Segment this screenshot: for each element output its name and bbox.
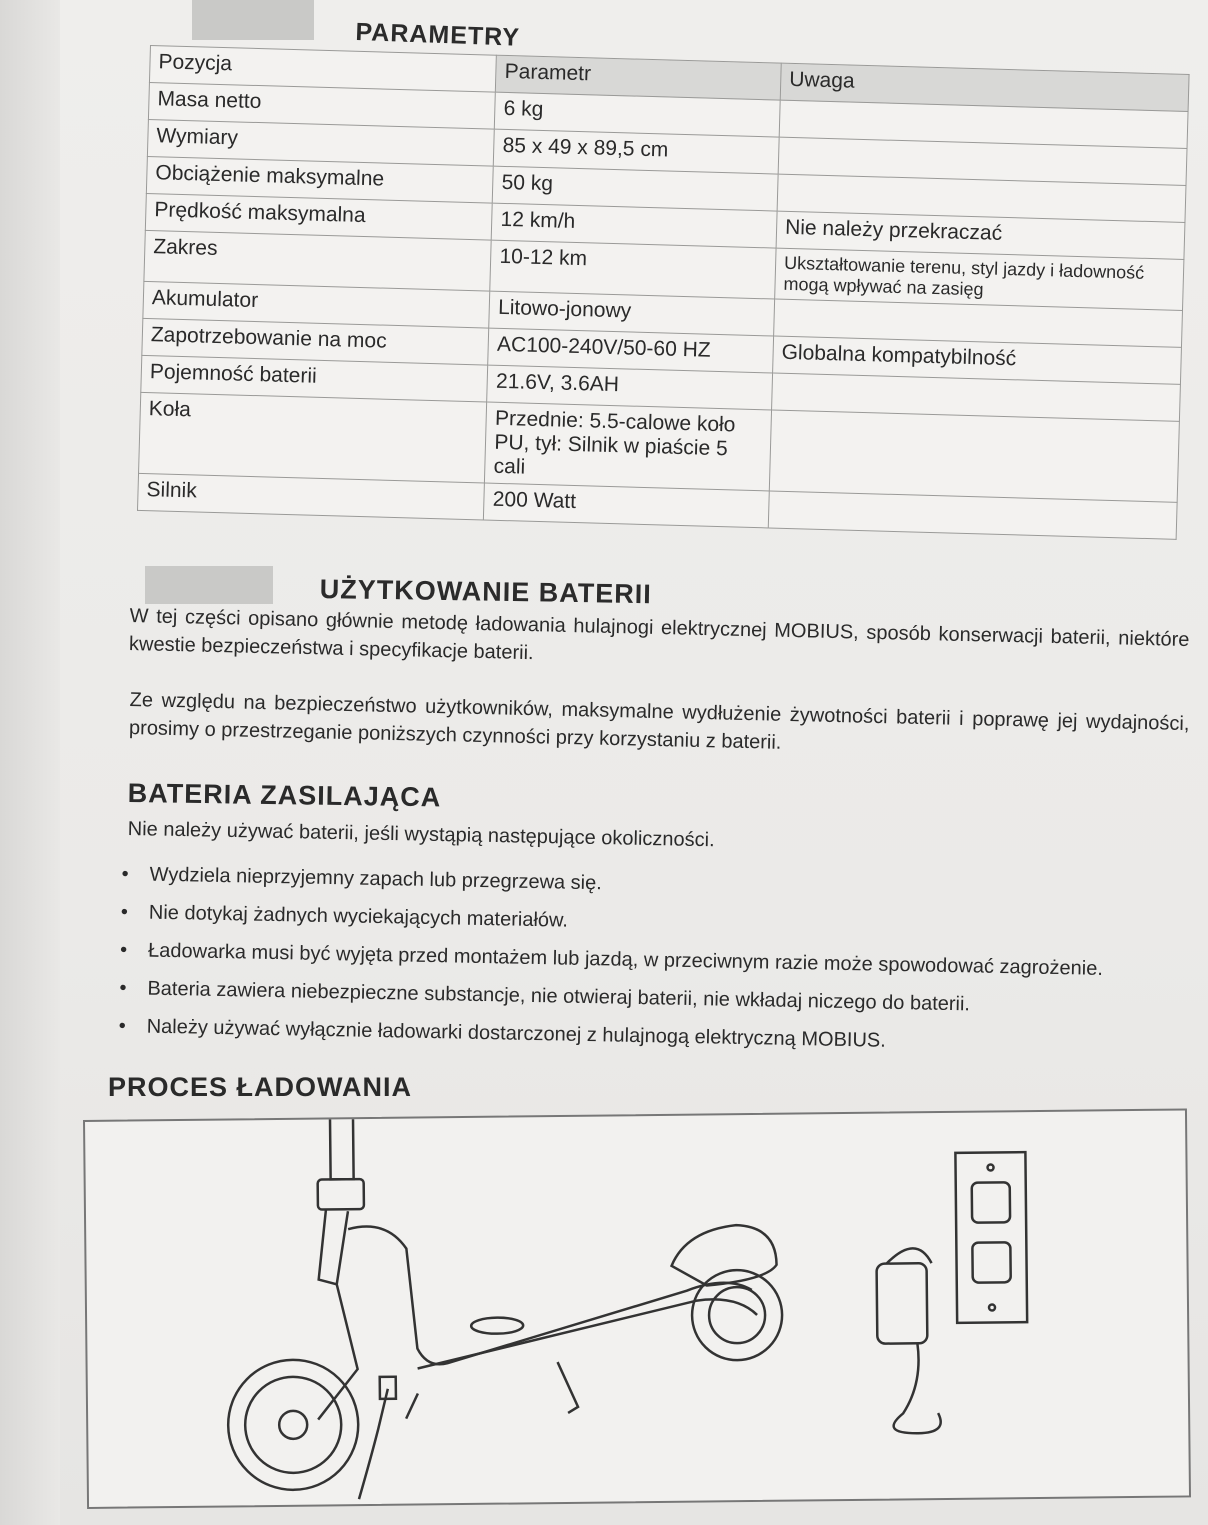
charging-illustration — [83, 1108, 1191, 1509]
outlet-socket-bottom — [972, 1242, 1010, 1282]
row-value: AC100-240V/50-60 HZ — [488, 328, 774, 373]
row-name: Koła — [139, 392, 487, 483]
row-value: 85 x 49 x 89,5 cm — [494, 129, 780, 174]
deck-button — [471, 1317, 523, 1334]
power-adapter — [877, 1263, 928, 1344]
list-item: • Należy używać wyłącznie ładowarki dostarczonej z hulajnogą elektryczną MOBIUS. — [114, 1007, 1101, 1064]
list-item: • Wydziela nieprzyjemny zapach lub przegrzewa się. — [117, 855, 1104, 912]
uzytkowanie-paragraph-1: W tej części opisano głównie metodę ładowania hulajnogi elektrycznej MOBIUS, sposób konserwacji baterii, niektóre kwestie bezpieczeństwa i specyfikacje baterii. — [128, 604, 1190, 665]
scooter-frame — [348, 1223, 752, 1366]
row-note: Globalna kompatybilność — [773, 336, 1182, 384]
kickstand — [558, 1362, 579, 1413]
list-item: • Nie dotykaj żadnych wyciekających materiałów. — [117, 893, 1104, 950]
rear-wheel-hub — [709, 1287, 766, 1344]
parametry-title: PARAMETRY — [355, 18, 521, 52]
row-value: Litowo-jonowy — [489, 291, 775, 336]
front-wheel-hub — [245, 1376, 342, 1473]
charging-plug — [380, 1377, 396, 1399]
page-edge-shadow — [0, 0, 60, 1525]
outlet-screw-top — [988, 1164, 994, 1170]
row-name: Pojemność baterii — [141, 355, 488, 402]
section-tab-uzytkowanie — [145, 566, 273, 604]
row-note: Ukształtowanie terenu, styl jazdy i ładowność mogą wpływać na zasięg — [775, 248, 1184, 310]
row-value: 6 kg — [495, 92, 781, 137]
row-note: Nie należy przekraczać — [776, 211, 1185, 259]
row-name: Silnik — [138, 473, 485, 520]
header-uwaga: Uwaga — [780, 63, 1189, 111]
row-name: Obciążenie maksymalne — [146, 156, 493, 203]
adapter-cord-top — [886, 1248, 931, 1263]
row-value: 200 Watt — [484, 483, 770, 528]
row-name: Prędkość maksymalna — [145, 193, 492, 240]
row-value: 10-12 km — [490, 240, 776, 299]
wall-outlet-plate — [955, 1152, 1027, 1323]
row-value: Przednie: 5.5-calowe koło PU, tył: Silnik w piaście 5 cali — [485, 402, 772, 491]
proces-title: PROCES ŁADOWANIA — [108, 1072, 413, 1102]
handlebar-stem — [330, 1119, 354, 1179]
row-name: Zapotrzebowanie na moc — [142, 318, 489, 365]
section-tab-parametry — [192, 0, 314, 40]
row-name: Zakres — [144, 230, 492, 291]
bateria-intro: Nie należy używać baterii, jeśli wystąpią następujące okoliczności. — [127, 818, 715, 852]
scooter-charging-drawing — [85, 1110, 1189, 1506]
stem-clamp — [318, 1179, 364, 1209]
arrow-indicator — [406, 1394, 418, 1419]
front-wheel — [228, 1359, 359, 1490]
row-name: Masa netto — [148, 82, 495, 129]
row-name: Wymiary — [147, 119, 494, 166]
header-parametr: Parametr — [496, 55, 782, 100]
row-value: 12 km/h — [492, 203, 778, 248]
outlet-screw-bottom — [989, 1304, 995, 1310]
outlet-socket-top — [972, 1182, 1010, 1222]
bateria-title: BATERIA ZASILAJĄCA — [127, 778, 442, 813]
header-pozycja: Pozycja — [149, 46, 496, 93]
front-wheel-axle — [279, 1411, 307, 1439]
fork-upper — [318, 1209, 349, 1284]
bateria-list — [114, 855, 1104, 1064]
row-name: Akumulator — [143, 281, 490, 328]
adapter-cable-coil — [893, 1343, 941, 1433]
list-item: • Ładowarka musi być wyjęta przed montażem lub jazdą, w przeciwnym razie może spowodować zagrożenie. — [116, 931, 1103, 988]
row-note — [769, 410, 1179, 502]
list-item: • Bateria zawiera niebezpieczne substancje, nie otwieraj baterii, nie wkładaj niczego do baterii. — [115, 969, 1102, 1026]
charging-cable — [358, 1389, 389, 1499]
uzytkowanie-paragraph-2: Ze względu na bezpieczeństwo użytkowników, maksymalne wydłużenie żywotności baterii i poprawę jej wydajności, prosimy o przestrzeganie poniższych czynności przy korzystaniu z baterii. — [128, 688, 1190, 754]
parameters-table — [137, 45, 1190, 540]
uzytkowanie-title: UŻYTKOWANIE BATERII — [319, 574, 652, 610]
row-value: 21.6V, 3.6AH — [487, 365, 773, 410]
row-value: 50 kg — [493, 166, 779, 211]
